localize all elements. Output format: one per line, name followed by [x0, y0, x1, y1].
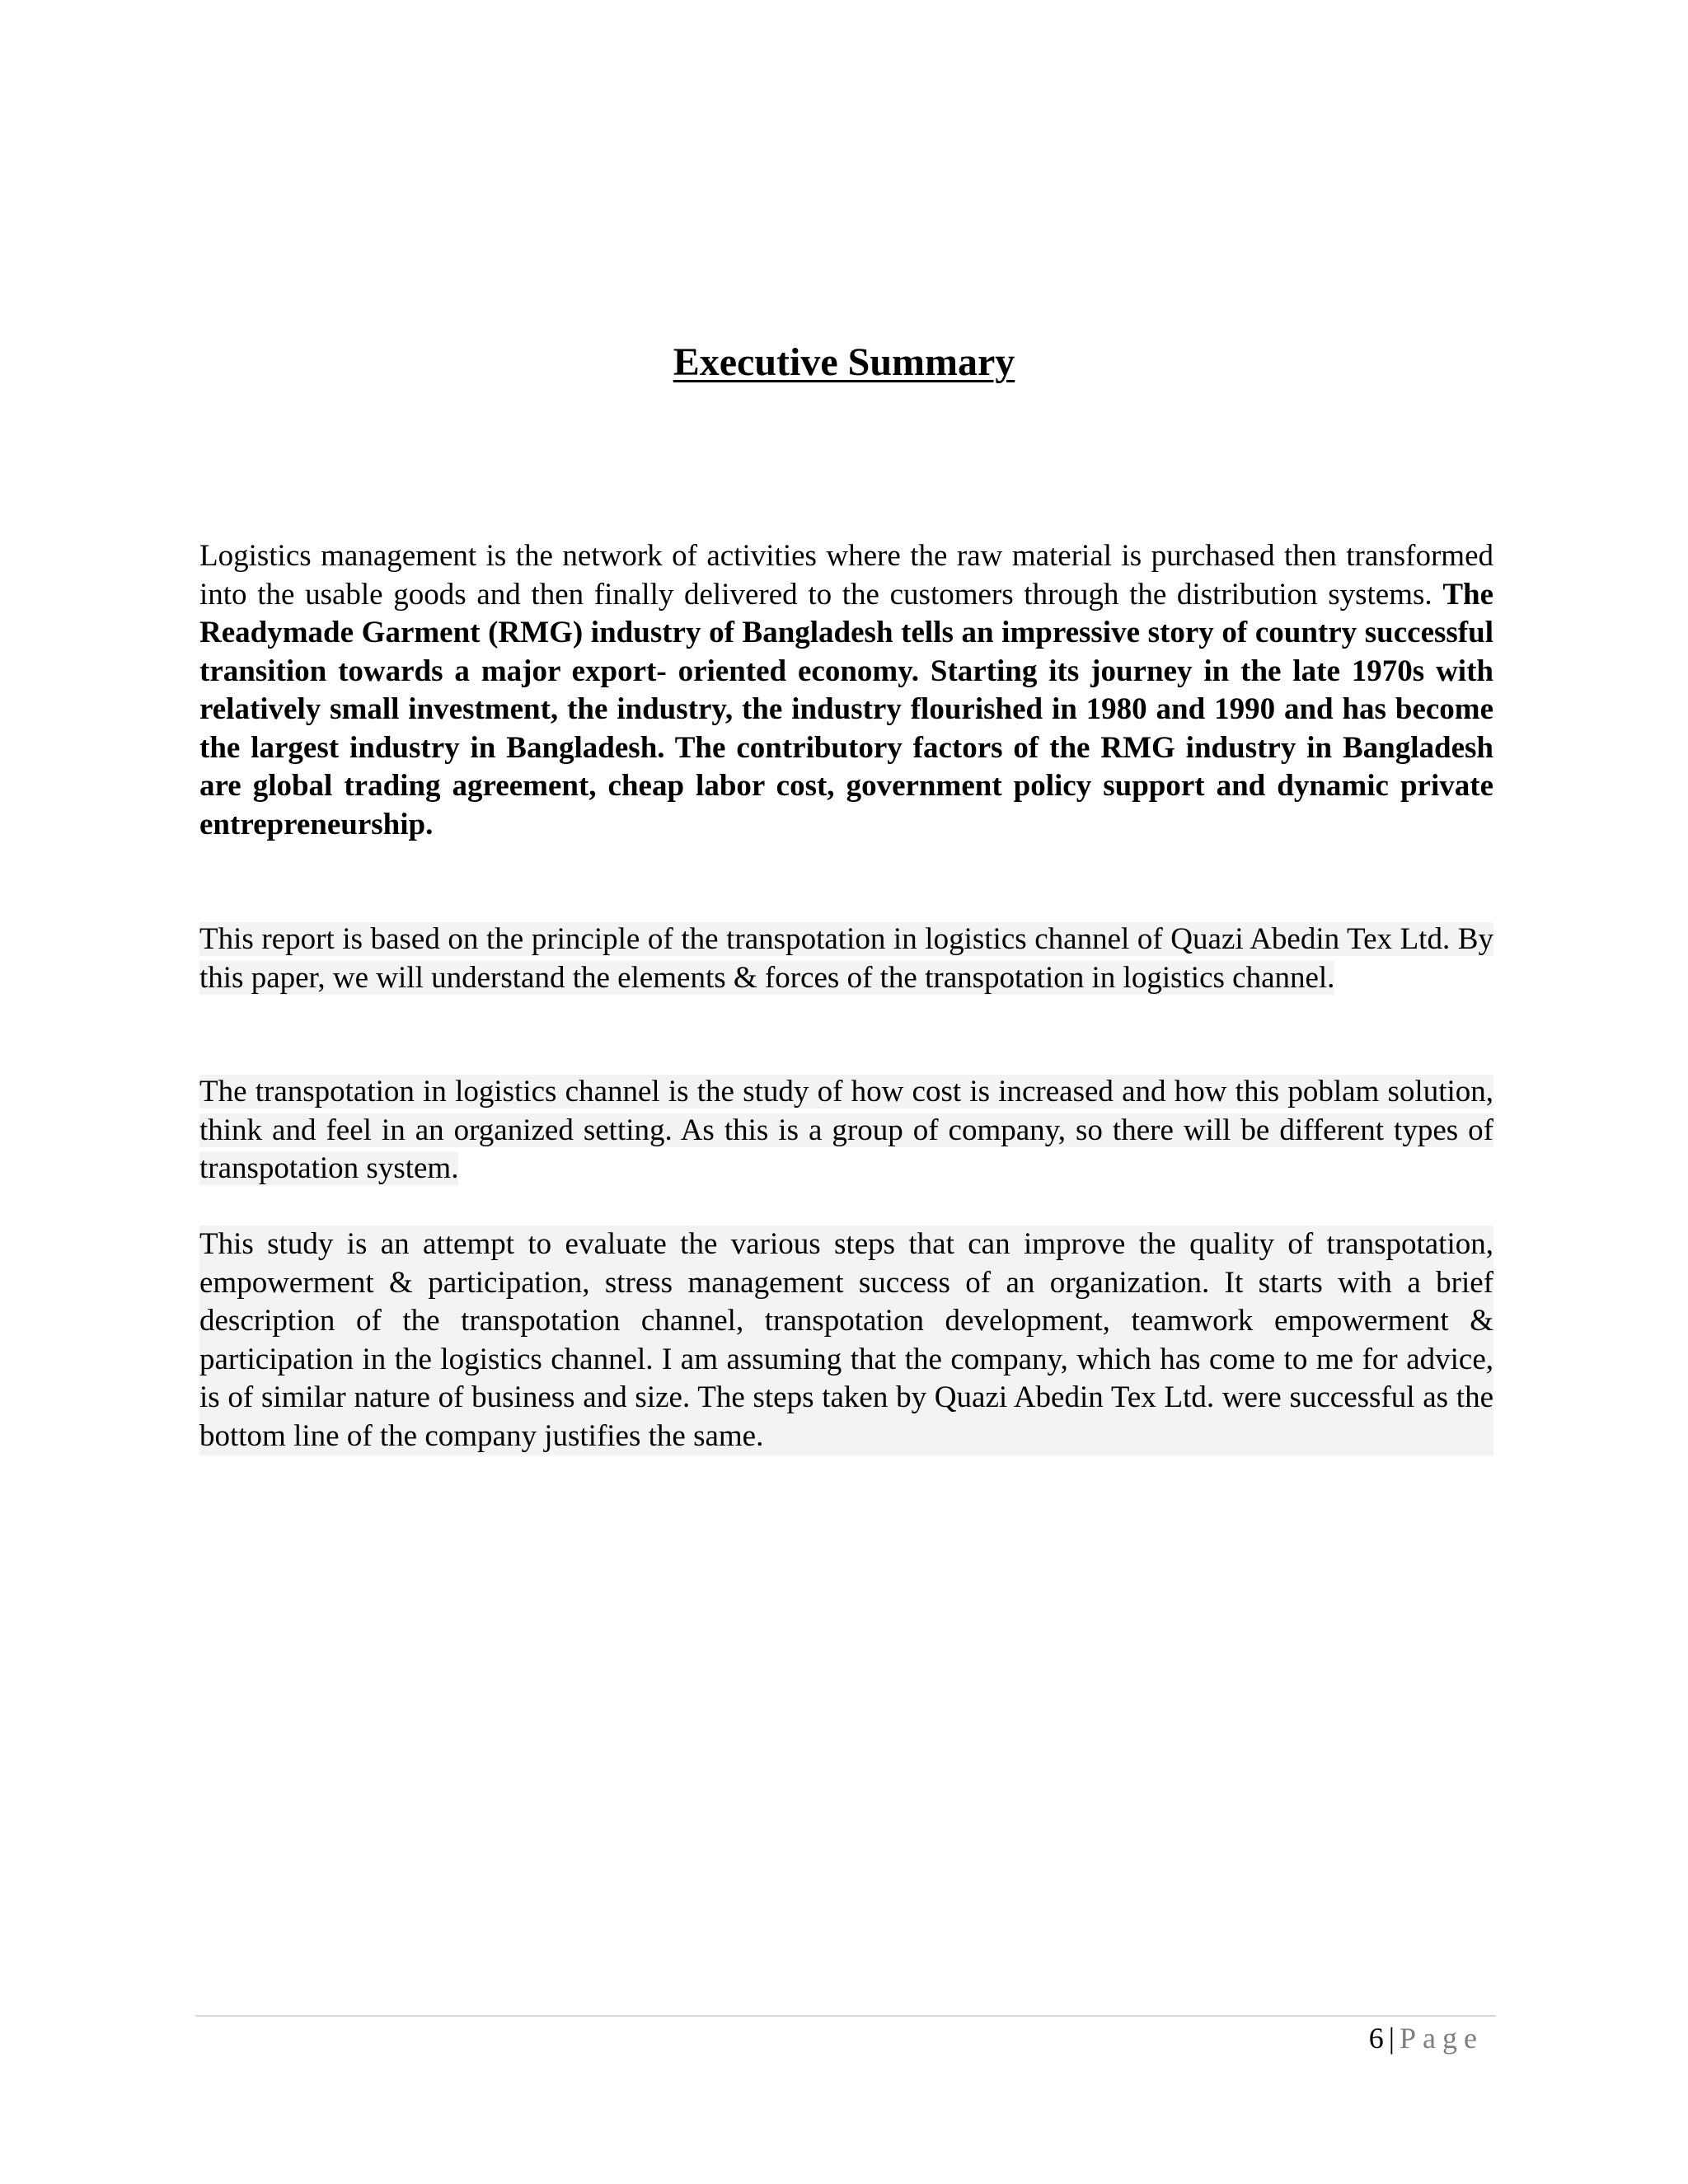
paragraph-3 — [199, 1073, 1493, 1188]
paragraph-1 — [199, 537, 1493, 844]
paragraph-4 — [199, 1226, 1493, 1455]
paragraph-1-bold-part2: flourished in 1980 and 1990 and has become the largest industry in Bangladesh. The contributory factors of the RMG industry in Bangladesh are global trading agreement, cheap labor cost, government policy support and dynamic private entrepreneurship. — [199, 692, 1493, 841]
page-title: Executive Summary — [673, 340, 1015, 384]
page-label: Page — [1400, 2022, 1484, 2055]
footer-separator: | — [1388, 2022, 1395, 2055]
page-number: 6 — [1368, 2022, 1384, 2055]
paragraph-3-text: The transpotation in logistics channel is the study of how cost is increased and how this poblam solution, think and feel in an organized setting. As this is a group of company, so there will be different types of transpotation system. — [199, 1075, 1493, 1185]
paragraph-2 — [199, 921, 1493, 997]
footer-divider — [195, 2015, 1496, 2017]
paragraph-2-text: This report is based on the principle of the transpotation in logistics channel of Quazi Abedin Tex Ltd. By this paper, we will understand the elements & forces of the transpotation in logistics channel. — [199, 922, 1493, 995]
paragraph-1-regular: Logistics management is the network of activities where the raw material is purchased then transformed into the usable goods and then finally delivered to the customers through the distribution systems. — [199, 539, 1493, 612]
page-footer — [1369, 2017, 1484, 2060]
paragraph-1-bold-part1: The Readymade Garment (RMG) industry of Bangladesh tells an impressive story of country successful transition towards a major export- oriented economy. Starting its journey in the late 1970s with relatively small investment, the industry, — [199, 577, 1493, 726]
paragraph-1-bold-end: industry — [791, 692, 902, 726]
paragraph-4-text: This study is an attempt to evaluate the various steps that can improve the quality of transpotation, empowerment & participation, stress management success of an organization. It starts with a brief description of the transpotation channel, transpotation development, teamwork empowerment & participation in the logistics channel. I am assuming that the company, which has come to me for advice, is of similar nature of business and size. The steps taken by Quazi Abedin Tex Ltd. were successful as the bottom line of the company justifies the same. — [199, 1227, 1493, 1453]
paragraph-1-bold-mid: the — [741, 692, 783, 726]
